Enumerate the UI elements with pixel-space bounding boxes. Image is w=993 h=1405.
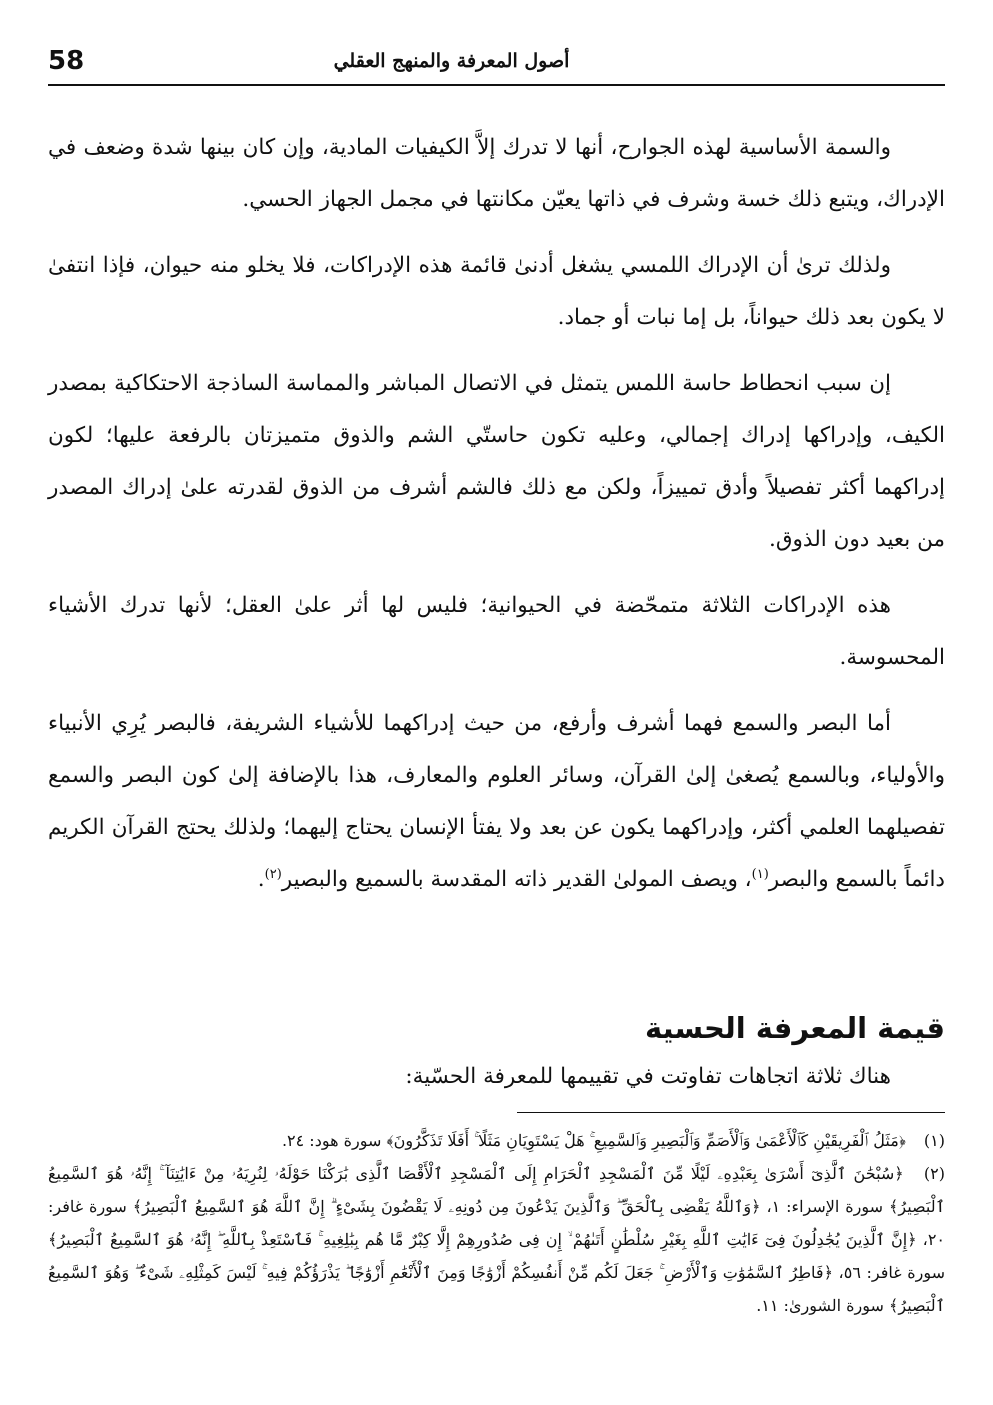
footnote-2 — [48, 1157, 945, 1322]
footnote-2-text: ﴿سُبْحَٰنَ ٱلَّذِىٓ أَسْرَىٰ بِعَبْدِهِۦ لَيْلًا مِّنَ ٱلْمَسْجِدِ ٱلْحَرَامِ إِلَى ٱلْمَسْجِدِ ٱلْأَقْصَا ٱلَّذِى بَٰرَكْنَا حَوْلَهُۥ لِنُرِيَهُۥ مِنْ ءَايَٰتِنَآ ۚ إِنَّهُۥ هُوَ ٱلسَّمِيعُ ٱلْبَصِيرُ﴾ سورة الإسراء: ١، ﴿وَٱللَّهُ يَقْضِى بِٱلْحَقِّ ۖ وَٱلَّذِينَ يَدْعُونَ مِن دُونِهِۦ لَا يَقْضُونَ بِشَىْءٍ ۗ إِنَّ ٱللَّهَ هُوَ ٱلسَّمِيعُ ٱلْبَصِيرُ﴾ سورة غافر: ٢٠، ﴿إِنَّ ٱلَّذِينَ يُجَٰدِلُونَ فِىٓ ءَايَٰتِ ٱللَّهِ بِغَيْرِ سُلْطَٰنٍ أَتَىٰهُمْ ۙ إِن فِى صُدُورِهِمْ إِلَّا كِبْرٌ مَّا هُم بِبَٰلِغِيهِ ۚ فَٱسْتَعِذْ بِٱللَّهِ ۖ إِنَّهُۥ هُوَ ٱلسَّمِيعُ ٱلْبَصِيرُ﴾ سورة غافر: ٥٦، ﴿فَاطِرُ ٱلسَّمَٰوَٰتِ وَٱلْأَرْضِ ۚ جَعَلَ لَكُم مِّنْ أَنفُسِكُمْ أَزْوَٰجًا وَمِنَ ٱلْأَنْعَٰمِ أَزْوَٰجًا ۖ يَذْرَؤُكُمْ فِيهِ ۚ لَيْسَ كَمِثْلِهِۦ شَىْءٌ ۖ وَهُوَ ٱلسَّمِيعُ ٱلْبَصِيرُ﴾ سورة الشورىٰ: ١١. — [48, 1164, 945, 1315]
paragraph-5-end: . — [257, 867, 265, 892]
paragraph-5 — [48, 698, 945, 906]
footnote-ref-2[interactable]: (٢) — [264, 866, 282, 882]
paragraph-3: إن سبب انحطاط حاسة اللمس يتمثل في الاتصال المباشر والمماسة الساذجة الاحتكاكية بمصدر الكيف، وإدراكها إدراك إجمالي، وعليه تكون حاستّي الشم والذوق متميزتان بالرفعة عليها؛ لكون إدراكهما أكثر تفصيلاً وأدق تمييزاً، ولكن مع ذلك فالشم أشرف من الذوق لقدرته علىٰ إدراك المصدر من بعيد دون الذوق. — [48, 371, 945, 552]
section-intro: هناك ثلاثة اتجاهات تفاوتت في تقييمها للمعرفة الحسّية: — [405, 1064, 891, 1089]
running-title: أصول المعرفة والمنهج العقلي — [333, 50, 570, 72]
footnotes — [48, 1124, 945, 1322]
footnote-1-text: ﴿مَثَلُ ٱلْفَرِيقَيْنِ كَٱلْأَعْمَىٰ وَٱلْأَصَمِّ وَٱلْبَصِيرِ وَٱلسَّمِيعِ ۚ هَلْ يَسْتَوِيَانِ مَثَلًا ۚ أَفَلَا تَذَكَّرُونَ﴾ سورة هود: ٢٤. — [281, 1131, 906, 1150]
paragraph-5-part-a: أما البصر والسمع فهما أشرف وأرفع، من حيث إدراكهما للأشياء الشريفة، فالبصر يُرِي الأنبياء والأولياء، وبالسمع يُصغىٰ إلىٰ القرآن، وسائر العلوم والمعارف، هذا بالإضافة إلىٰ كون البصر والسمع تفصيلهما العلمي أكثر، وإدراكهما يكون عن بعد ولا يفتأ الإنسان يحتاج إليهما؛ ولذلك يحتج القرآن الكريم دائماً بالسمع والبصر — [48, 711, 945, 892]
section-heading: قيمة المعرفة الحسية — [645, 1011, 945, 1046]
body-text — [48, 122, 945, 920]
paragraph-2: ولذلك ترىٰ أن الإدراك اللمسي يشغل أدنىٰ قائمة هذه الإدراكات، فلا يخلو منه حيوان، فإذا انتفىٰ لا يكون بعد ذلك حيواناً، بل إما نبات أو جماد. — [48, 253, 945, 330]
paragraph-1: والسمة الأساسية لهذه الجوارح، أنها لا تدرك إلاَّ الكيفيات المادية، وإن كان بينها شدة وضعف في الإدراك، ويتبع ذلك خسة وشرف في ذاتها يعيّن مكانتها في مجمل الجهاز الحسي. — [48, 135, 945, 212]
page-number: 58 — [48, 46, 85, 76]
paragraph-5-part-b: ، ويصف المولىٰ القدير ذاته المقدسة بالسميع والبصير — [281, 867, 752, 892]
footnote-divider — [517, 1112, 945, 1113]
footnote-ref-1[interactable]: (١) — [751, 866, 769, 882]
page-header — [48, 40, 945, 86]
footnote-2-mark: (٢) — [923, 1164, 945, 1183]
footnote-1-mark: (١) — [923, 1131, 945, 1150]
footnote-1 — [48, 1124, 945, 1157]
paragraph-4: هذه الإدراكات الثلاثة متمحّضة في الحيوانية؛ فليس لها أثر علىٰ العقل؛ لأنها تدرك الأشياء المحسوسة. — [48, 593, 945, 670]
